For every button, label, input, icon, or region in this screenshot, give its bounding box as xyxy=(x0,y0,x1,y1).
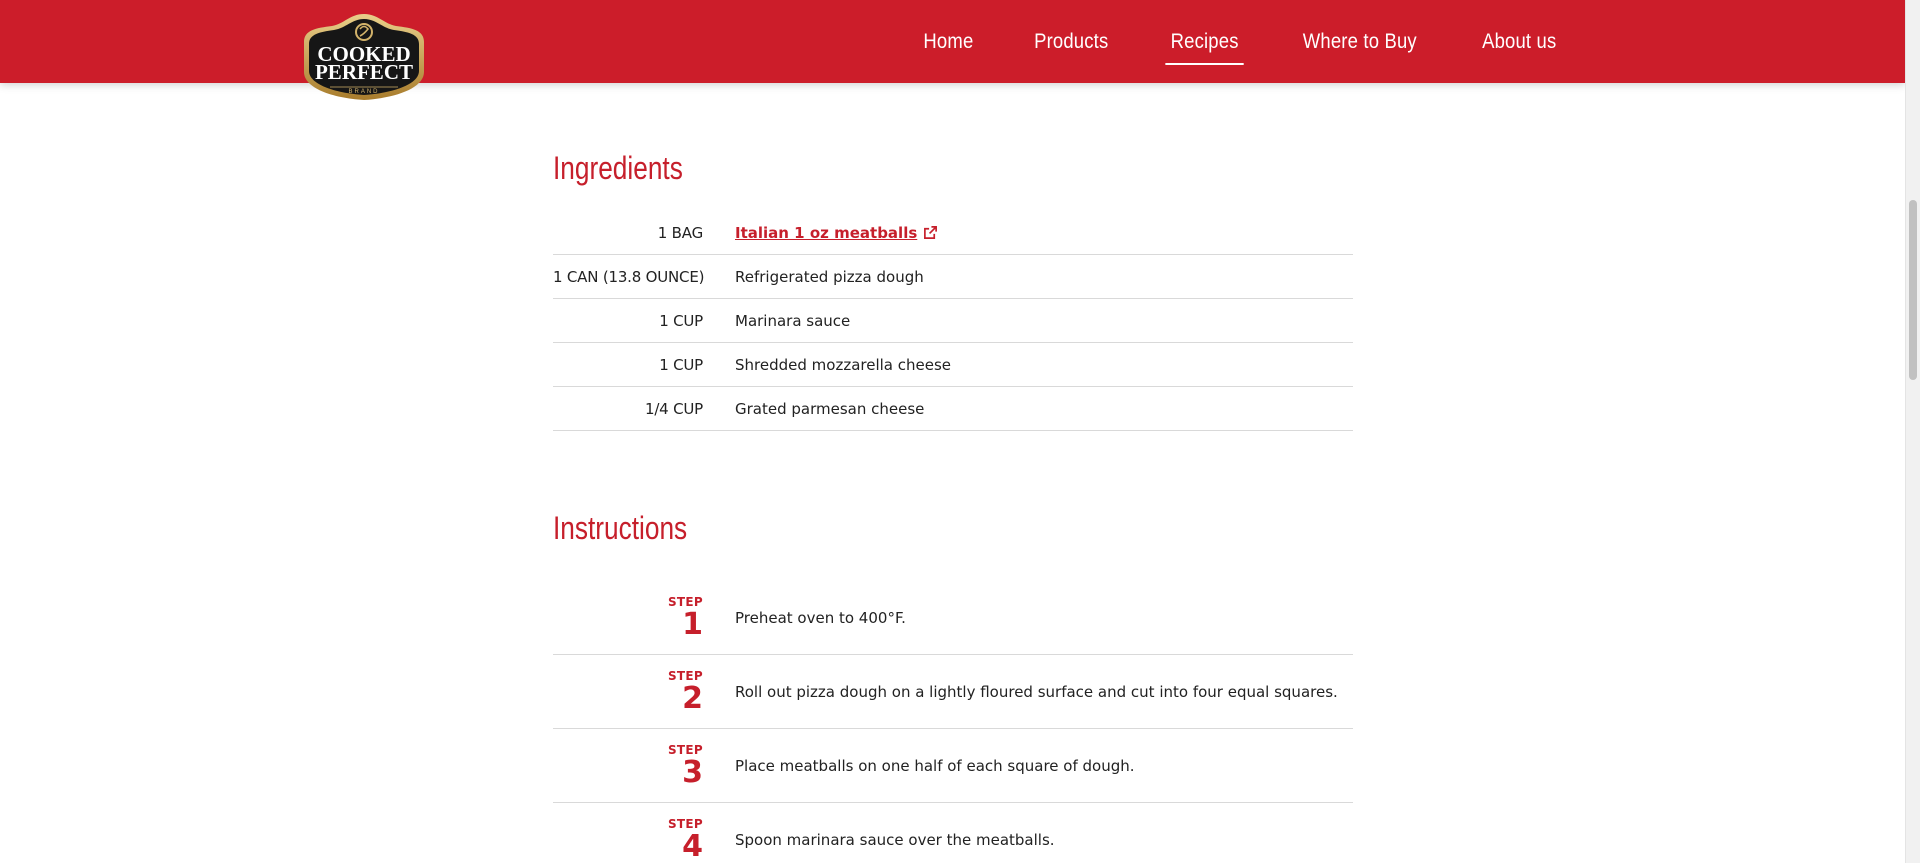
step-text: Spoon marinara sauce over the meatballs. xyxy=(735,830,1055,849)
nav-about-us[interactable]: About us xyxy=(1481,29,1556,53)
ingredient-qty: 1 CAN (13.8 OUNCE) xyxy=(553,267,705,286)
external-link-icon xyxy=(923,225,938,240)
nav-where-to-buy[interactable]: Where to Buy xyxy=(1302,29,1417,53)
ingredient-qty: 1/4 CUP xyxy=(644,399,703,418)
ingredient-name: Grated parmesan cheese xyxy=(735,399,925,418)
step-marker xyxy=(553,818,703,862)
ingredient-qty: 1 CUP xyxy=(659,355,703,374)
ingredient-row xyxy=(553,343,1353,387)
ingredients-table xyxy=(553,211,1353,431)
step-label: STEP xyxy=(667,668,703,683)
instructions-title: Instructions xyxy=(553,510,688,546)
step-text: Roll out pizza dough on a lightly floured surface and cut into four equal squares. xyxy=(735,682,1338,701)
step-label: STEP xyxy=(667,742,703,757)
ingredient-name xyxy=(703,224,938,242)
ingredient-row xyxy=(553,387,1353,431)
logo-tag: BRAND xyxy=(348,89,380,95)
ingredient-qty: 1 BAG xyxy=(657,223,703,242)
nav-products[interactable]: Products xyxy=(1034,29,1109,53)
step-label: STEP xyxy=(667,594,703,609)
ingredient-row xyxy=(553,255,1353,299)
site-header xyxy=(0,0,1905,83)
step-number: 4 xyxy=(682,828,703,863)
instructions-list xyxy=(553,581,1353,863)
step-number: 1 xyxy=(682,606,703,642)
logo-line-2: PERFECT xyxy=(314,60,414,84)
ingredient-name: Shredded mozzarella cheese xyxy=(735,355,951,374)
ingredient-qty: 1 CUP xyxy=(659,311,703,330)
step-marker xyxy=(553,744,703,788)
ingredient-row xyxy=(553,211,1353,255)
step-row xyxy=(553,729,1353,803)
meatballs-link-label: Italian 1 oz meatballs xyxy=(735,223,918,242)
step-row xyxy=(553,581,1353,655)
page-scrollbar[interactable] xyxy=(1905,0,1920,863)
step-marker xyxy=(553,670,703,714)
main-nav xyxy=(894,0,1587,83)
step-text: Preheat oven to 400°F. xyxy=(735,608,906,627)
step-row xyxy=(553,803,1353,863)
nav-home[interactable]: Home xyxy=(923,29,974,53)
step-row xyxy=(553,655,1353,729)
brand-logo[interactable] xyxy=(300,12,428,102)
ingredient-name: Refrigerated pizza dough xyxy=(735,267,924,286)
ingredient-row xyxy=(553,299,1353,343)
step-text: Place meatballs on one half of each square of dough. xyxy=(735,756,1135,775)
step-marker xyxy=(553,596,703,640)
scrollbar-thumb[interactable] xyxy=(1909,200,1917,380)
nav-recipes[interactable]: Recipes xyxy=(1147,0,1261,83)
logo-line-1: COOKED xyxy=(317,42,411,66)
brand-logo-graphic xyxy=(300,12,428,102)
meatballs-product-link[interactable] xyxy=(735,224,938,242)
step-number: 2 xyxy=(682,680,703,716)
step-label: STEP xyxy=(667,816,703,831)
step-number: 3 xyxy=(682,754,703,790)
ingredients-title: Ingredients xyxy=(553,150,683,186)
ingredient-name: Marinara sauce xyxy=(735,311,851,330)
